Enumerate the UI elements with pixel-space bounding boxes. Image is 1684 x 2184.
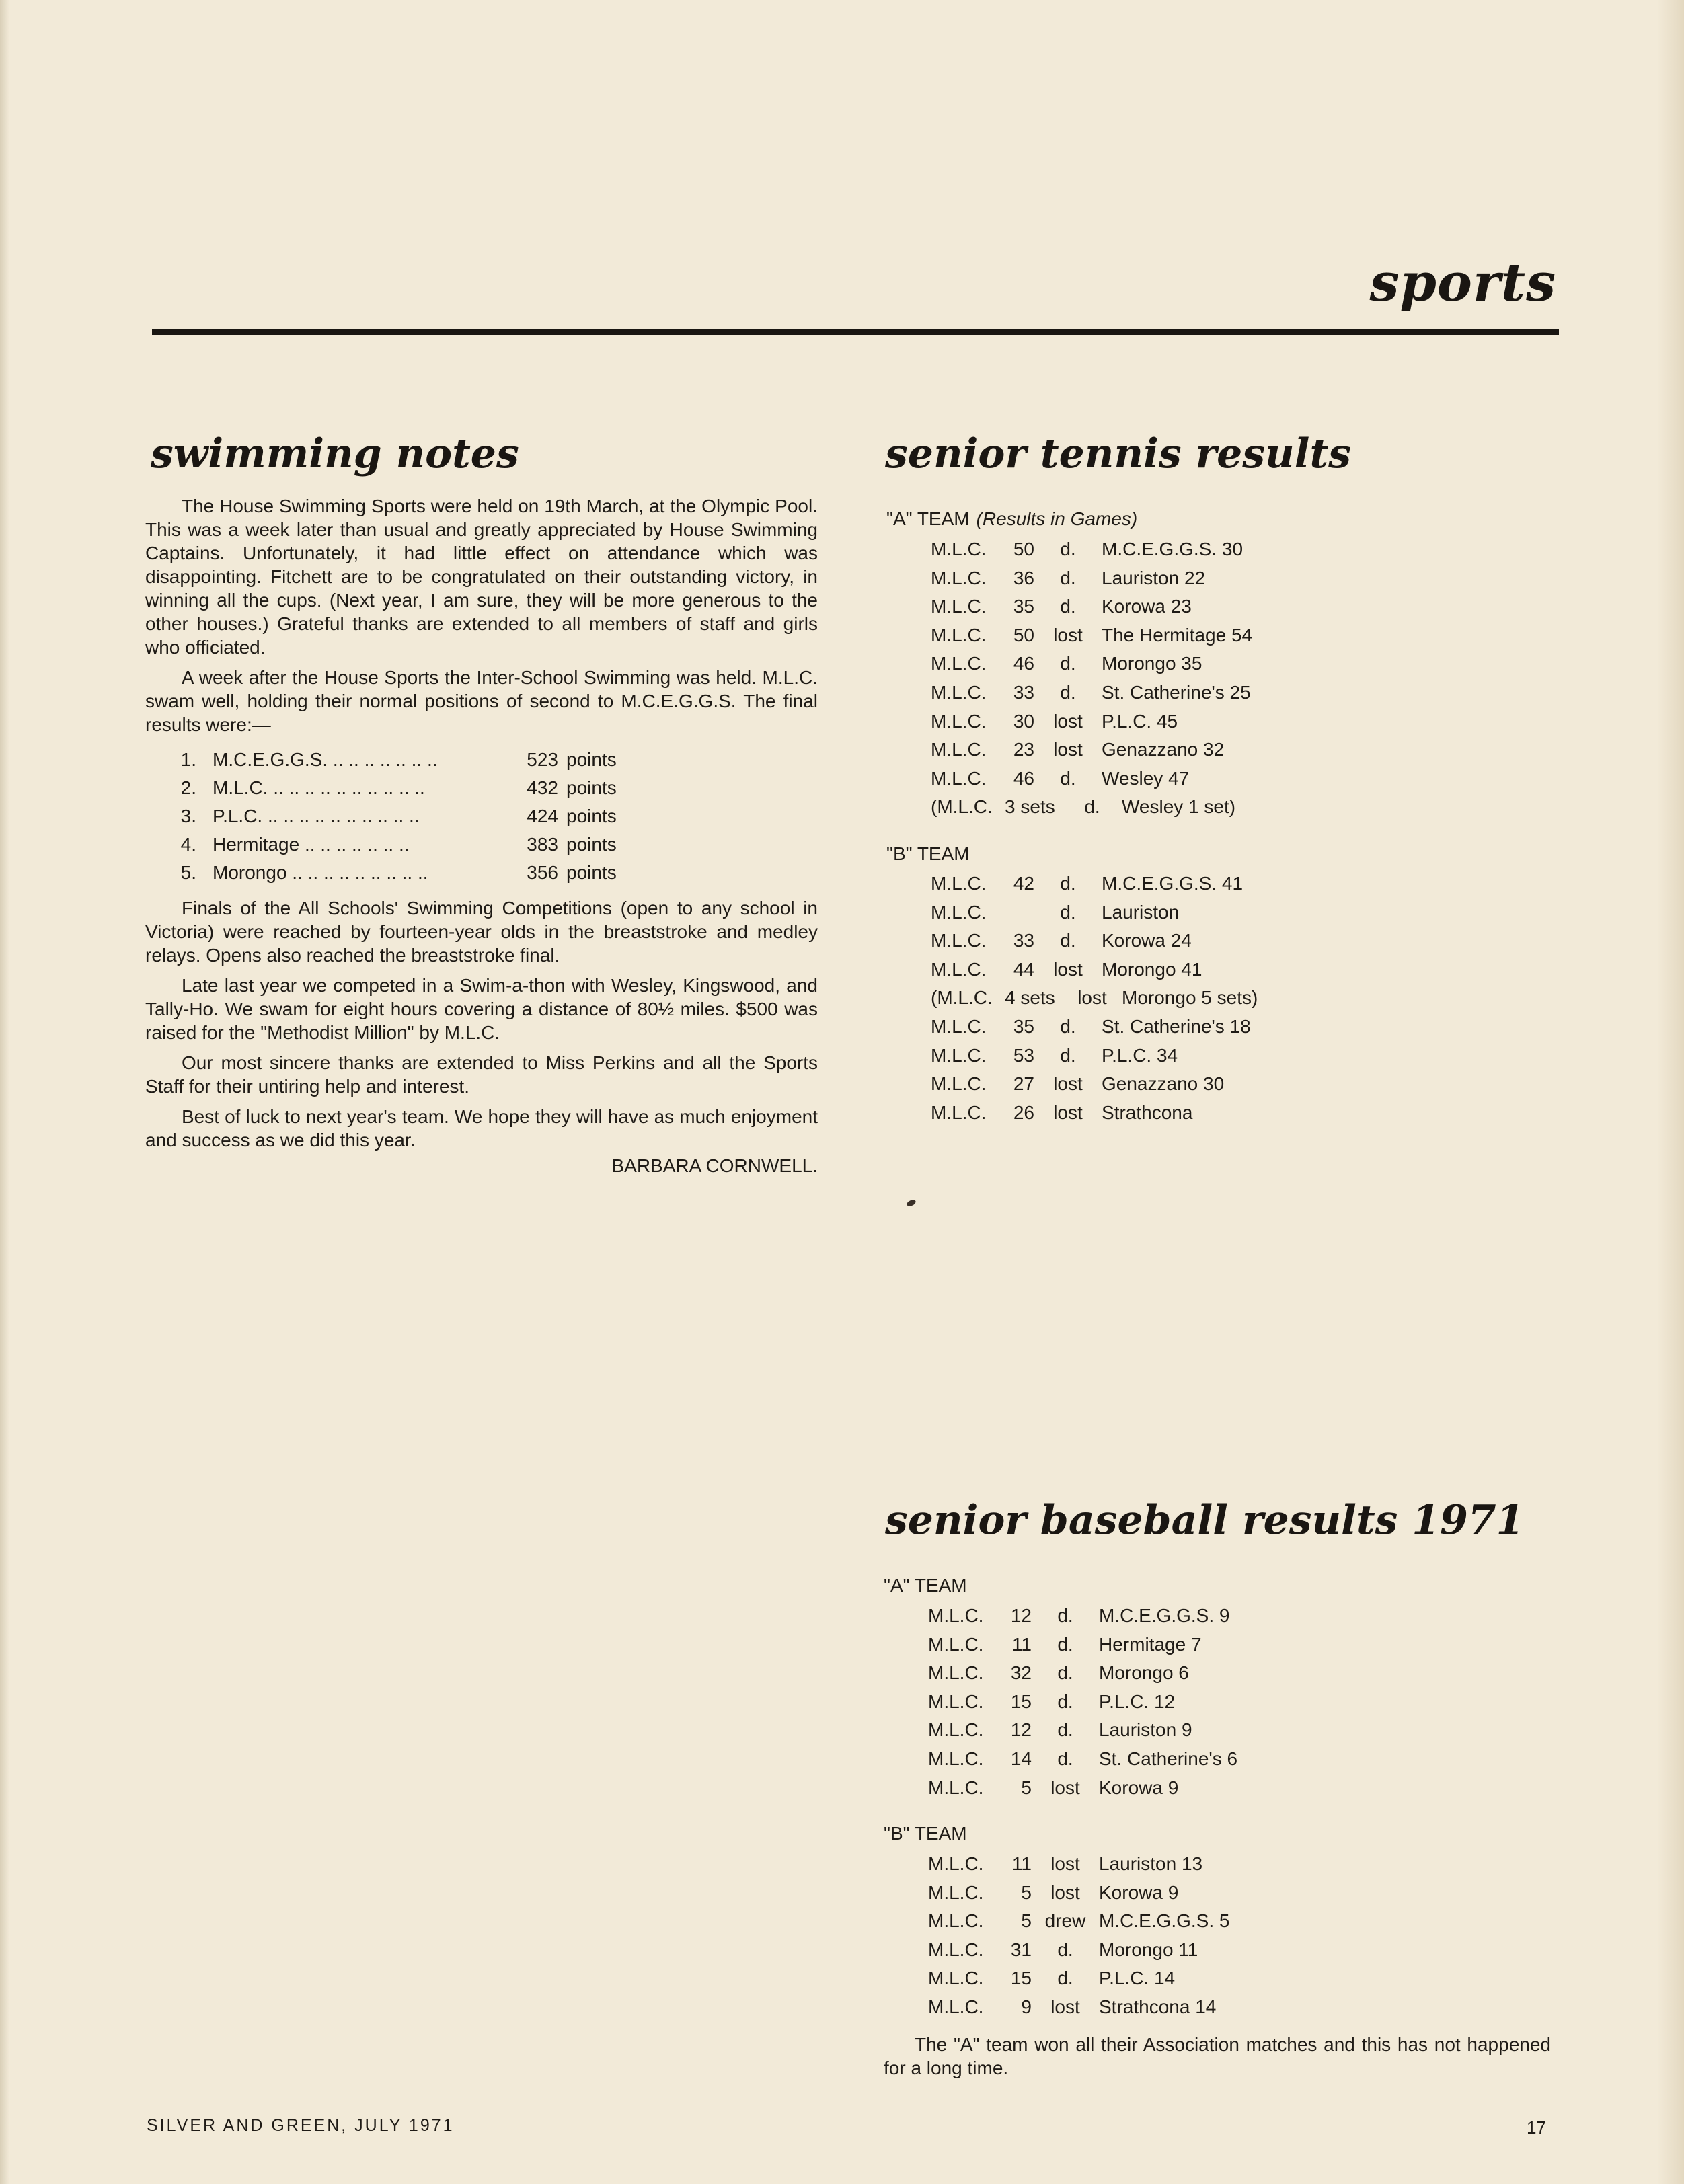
match-result: d. [1060,1044,1076,1066]
result-points: 383 [527,834,558,855]
match-opponent: M.C.E.G.G.S. 9 [1099,1605,1230,1626]
match-row [931,707,1252,736]
match-team: M.L.C. [928,1605,984,1626]
swimming-para-5: Our most sincere thanks are extended to Miss Perkins and all the Sports Staff for their untiring help and interest. [145,1052,818,1097]
match-row [928,1659,1237,1688]
page-edge-shadow [0,0,9,2184]
match-row [928,1774,1237,1803]
match-result: lost [1050,1996,1080,2017]
match-result: d. [1060,567,1076,588]
match-result: lost [1053,958,1083,980]
match-opponent: Lauriston 13 [1099,1853,1203,1874]
result-points: 424 [527,806,558,826]
result-house: Morongo .. .. .. .. .. .. .. .. .. [213,862,428,883]
match-score: 53 [1013,1044,1034,1066]
match-opponent: Wesley 47 [1102,767,1190,789]
match-result: d. [1057,1633,1073,1655]
match-result: d. [1060,539,1076,559]
result-house: M.L.C. .. .. .. .. .. .. .. .. .. .. [213,777,425,798]
result-rank: 5. [180,862,196,883]
match-opponent: Korowa 9 [1099,1881,1179,1903]
swimming-heading: swimming notes [151,430,519,477]
match-team: (M.L.C. [931,796,993,818]
match-team: M.L.C. [931,767,987,789]
match-opponent: St. Catherine's 25 [1102,681,1251,703]
baseball-closing-note [884,2033,1551,2080]
match-sets-score: 3 sets [1005,796,1055,818]
result-points: 523 [527,749,558,770]
match-team: M.L.C. [931,1044,987,1066]
result-unit: points [566,777,617,798]
match-score [1005,898,1034,927]
match-row [928,1850,1229,1879]
match-score: 11 [1011,1633,1032,1655]
match-team: M.L.C. [931,873,987,894]
match-team: (M.L.C. [931,987,993,1009]
swimming-result-row [145,859,818,887]
match-score: 32 [1010,1662,1032,1684]
match-result: d. [1057,1939,1073,1960]
match-result: d. [1057,1662,1073,1684]
match-team: M.L.C. [931,901,987,923]
header-rule [152,329,1559,335]
match-team: M.L.C. [928,1939,984,1960]
match-score: 46 [1013,767,1034,789]
result-points: 432 [527,777,558,798]
tennis-b-matches [931,869,1258,1127]
match-score: 31 [1010,1939,1032,1960]
match-opponent: Korowa 9 [1099,1777,1179,1798]
match-score: 50 [1013,539,1034,559]
match-sets-score: 4 sets [1005,987,1055,1009]
match-score: 30 [1013,710,1034,732]
tennis-a-matches [931,535,1252,822]
match-result: d. [1057,1967,1073,1989]
match-team: M.L.C. [928,1719,984,1741]
match-result: d. [1060,901,1076,923]
match-row [931,1042,1258,1070]
match-result: lost [1053,739,1083,760]
match-row [931,535,1252,564]
swimming-para-2: A week after the House Sports the Inter-School Swimming was held. M.L.C. swam well, holding their normal positions of second to M.C.E.G.G.S. The final results were:— [145,667,818,735]
match-team: M.L.C. [931,1101,987,1123]
match-opponent: Korowa 23 [1102,596,1192,617]
match-row [928,1907,1229,1936]
result-rank: 1. [180,749,196,770]
team-label-text: "A" TEAM [886,508,970,529]
match-team: M.L.C. [931,739,987,760]
match-result: d. [1057,1690,1073,1712]
match-opponent: Wesley 1 set) [1122,796,1236,818]
match-team: M.L.C. [928,1853,984,1874]
baseball-a-matches [928,1602,1237,1802]
match-opponent: P.L.C. 34 [1102,1044,1178,1066]
match-opponent: M.C.E.G.G.S. 30 [1102,539,1243,559]
match-opponent: Lauriston 22 [1102,567,1206,588]
match-score: 12 [1010,1719,1032,1741]
match-team: M.L.C. [931,653,987,674]
match-opponent: Genazzano 30 [1102,1073,1225,1095]
match-opponent: Morongo 11 [1099,1939,1198,1960]
match-opponent: Morongo 41 [1102,958,1202,980]
match-team: M.L.C. [928,1910,984,1932]
section-title: sports [1369,252,1556,313]
match-result: lost [1050,1777,1080,1798]
match-opponent: Genazzano 32 [1102,739,1225,760]
match-opponent: St. Catherine's 6 [1099,1748,1238,1769]
match-row [931,765,1252,793]
match-result: d. [1057,1748,1073,1769]
match-result: lost [1053,710,1083,732]
match-team: M.L.C. [931,1073,987,1095]
match-row [931,592,1252,621]
swimming-para-1: The House Swimming Sports were held on 19th March, at the Olympic Pool. This was a week later than usual and greatly appreciated by House Swimming Captains. Unfortunately, it had little effect on attendance which was disappointing. Fitchett are to be congratulated on their outstanding victory, in winning all the cups. (Next year, I am sure, they will be more generous to the other houses.) Grateful thanks are extended to all members of staff and girls who officiated. [145,496,818,658]
match-row [928,1964,1229,1993]
result-unit: points [566,806,617,826]
article-signature: BARBARA CORNWELL. [611,1155,818,1176]
match-opponent: Morongo 5 sets) [1122,987,1258,1009]
match-score: 46 [1013,653,1034,674]
match-row [931,898,1258,927]
swimming-result-row [145,746,818,774]
match-team: M.L.C. [931,930,987,951]
result-unit: points [566,749,617,770]
swimming-para-3: Finals of the All Schools' Swimming Competitions (open to any school in Victoria) were reached by fourteen-year olds in the breaststroke and medley relays. Opens also reached the breaststroke final. [145,898,818,966]
match-score: 35 [1013,1015,1034,1037]
result-rank: 3. [180,806,196,826]
match-row [928,1745,1237,1774]
match-row [928,1688,1237,1717]
match-team: M.L.C. [931,567,987,588]
baseball-a-team-label: "A" TEAM [884,1575,967,1596]
match-score: 5 [1021,1881,1032,1903]
match-opponent: Korowa 24 [1102,930,1192,951]
match-opponent: P.L.C. 45 [1102,710,1178,732]
swimming-article [145,494,818,1179]
match-score: 44 [1013,958,1034,980]
match-team: M.L.C. [931,624,987,646]
match-row [931,956,1258,984]
match-team: M.L.C. [931,596,987,617]
match-opponent: P.L.C. 14 [1099,1967,1176,1989]
match-row [928,1716,1237,1745]
match-result: d. [1084,796,1100,818]
match-result: lost [1050,1881,1080,1903]
match-score: 36 [1013,567,1034,588]
match-team: M.L.C. [931,681,987,703]
match-score: 15 [1010,1690,1032,1712]
swimming-para-6: Best of luck to next year's team. We hope they will have as much enjoyment and success as we did this year. [145,1106,818,1150]
match-score: 5 [1021,1777,1032,1798]
match-row [931,927,1258,956]
swimming-result-row [145,774,818,802]
swimming-results-list [145,746,818,887]
match-team: M.L.C. [931,958,987,980]
baseball-heading: senior baseball results 1971 [885,1497,1525,1544]
match-opponent: Strathcona [1102,1101,1193,1123]
match-result: d. [1060,653,1076,674]
match-result: d. [1060,596,1076,617]
match-score: 5 [1021,1910,1032,1932]
match-result: d. [1060,1015,1076,1037]
match-score: 23 [1013,739,1034,760]
match-team: M.L.C. [928,1690,984,1712]
baseball-b-matches [928,1850,1229,2022]
swimming-result-row [145,802,818,830]
match-score: 15 [1010,1967,1032,1989]
baseball-b-team-label: "B" TEAM [884,1823,967,1844]
match-result: d. [1060,767,1076,789]
match-score: 12 [1010,1605,1032,1626]
team-label-note: (Results in Games) [976,508,1138,529]
match-opponent: Hermitage 7 [1099,1633,1202,1655]
match-result: d. [1060,873,1076,894]
result-rank: 4. [180,834,196,855]
footer-publication: SILVER AND GREEN, JULY 1971 [147,2116,455,2135]
result-house: P.L.C. .. .. .. .. .. .. .. .. .. .. [213,806,420,826]
tennis-heading: senior tennis results [885,430,1351,477]
match-score: 33 [1013,930,1034,951]
match-row [928,1879,1229,1908]
print-speck [906,1198,917,1207]
match-opponent: P.L.C. 12 [1099,1690,1176,1712]
match-score: 14 [1010,1748,1032,1769]
match-result: lost [1050,1853,1080,1874]
match-result: d. [1057,1605,1073,1626]
match-row [931,1013,1258,1042]
match-opponent: Morongo 6 [1099,1662,1189,1684]
match-score: 50 [1013,624,1034,646]
match-result: lost [1053,1073,1083,1095]
match-row [928,1936,1229,1965]
result-house: Hermitage .. .. .. .. .. .. .. [213,834,410,855]
match-row [931,650,1252,678]
result-unit: points [566,862,617,883]
match-row [931,1099,1258,1128]
match-team: M.L.C. [928,1967,984,1989]
match-row [928,1602,1237,1631]
result-points: 356 [527,862,558,883]
match-score: 35 [1013,596,1034,617]
result-house: M.C.E.G.G.S. .. .. .. .. .. .. .. [213,749,438,770]
match-score: 26 [1013,1101,1034,1123]
match-result: lost [1077,987,1107,1009]
match-sets-row [931,984,1258,1013]
match-row [931,564,1252,593]
match-team: M.L.C. [928,1662,984,1684]
swimming-result-row [145,830,818,859]
match-result: lost [1053,624,1083,646]
match-row [931,736,1252,765]
result-unit: points [566,834,617,855]
swimming-para-4: Late last year we competed in a Swim-a-thon with Wesley, Kingswood, and Tally-Ho. We swam for eight hours covering a distance of 80½ miles. $500 was raised for the "Methodist Million" by M.L.C. [145,975,818,1043]
match-team: M.L.C. [928,1633,984,1655]
match-team: M.L.C. [928,1777,984,1798]
page-edge-shadow-right [1657,0,1684,2184]
match-result: drew [1044,1910,1086,1932]
closing-text: The "A" team won all their Association matches and this has not happened for a long time. [884,2034,1551,2078]
match-row [928,1993,1229,2022]
match-result: d. [1060,681,1076,703]
match-row [931,1070,1258,1099]
match-score: 9 [1021,1996,1032,2017]
match-opponent: The Hermitage 54 [1102,624,1253,646]
match-opponent: Strathcona 14 [1099,1996,1217,2017]
match-team: M.L.C. [931,539,987,559]
match-opponent: Morongo 35 [1102,653,1202,674]
match-team: M.L.C. [931,1015,987,1037]
page-number: 17 [1527,2117,1546,2138]
result-rank: 2. [180,777,196,798]
match-opponent: M.C.E.G.G.S. 5 [1099,1910,1230,1932]
match-result: d. [1057,1719,1073,1741]
match-score: 33 [1013,681,1034,703]
match-team: M.L.C. [928,1881,984,1903]
tennis-b-team-label: "B" TEAM [886,843,970,864]
match-score: 27 [1013,1073,1034,1095]
match-row [928,1631,1237,1660]
match-opponent: Lauriston [1102,901,1180,923]
match-row [931,869,1258,898]
match-score: 42 [1013,873,1034,894]
match-team: M.L.C. [928,1748,984,1769]
match-team: M.L.C. [931,710,987,732]
match-row [931,621,1252,650]
match-sets-row [931,793,1252,822]
match-opponent: Lauriston 9 [1099,1719,1192,1741]
match-score: 11 [1011,1853,1032,1874]
tennis-a-team-label [886,508,1137,530]
match-result: d. [1060,930,1076,951]
match-result: lost [1053,1101,1083,1123]
match-opponent: St. Catherine's 18 [1102,1015,1251,1037]
match-opponent: M.C.E.G.G.S. 41 [1102,873,1243,894]
match-row [931,678,1252,707]
match-team: M.L.C. [928,1996,984,2017]
